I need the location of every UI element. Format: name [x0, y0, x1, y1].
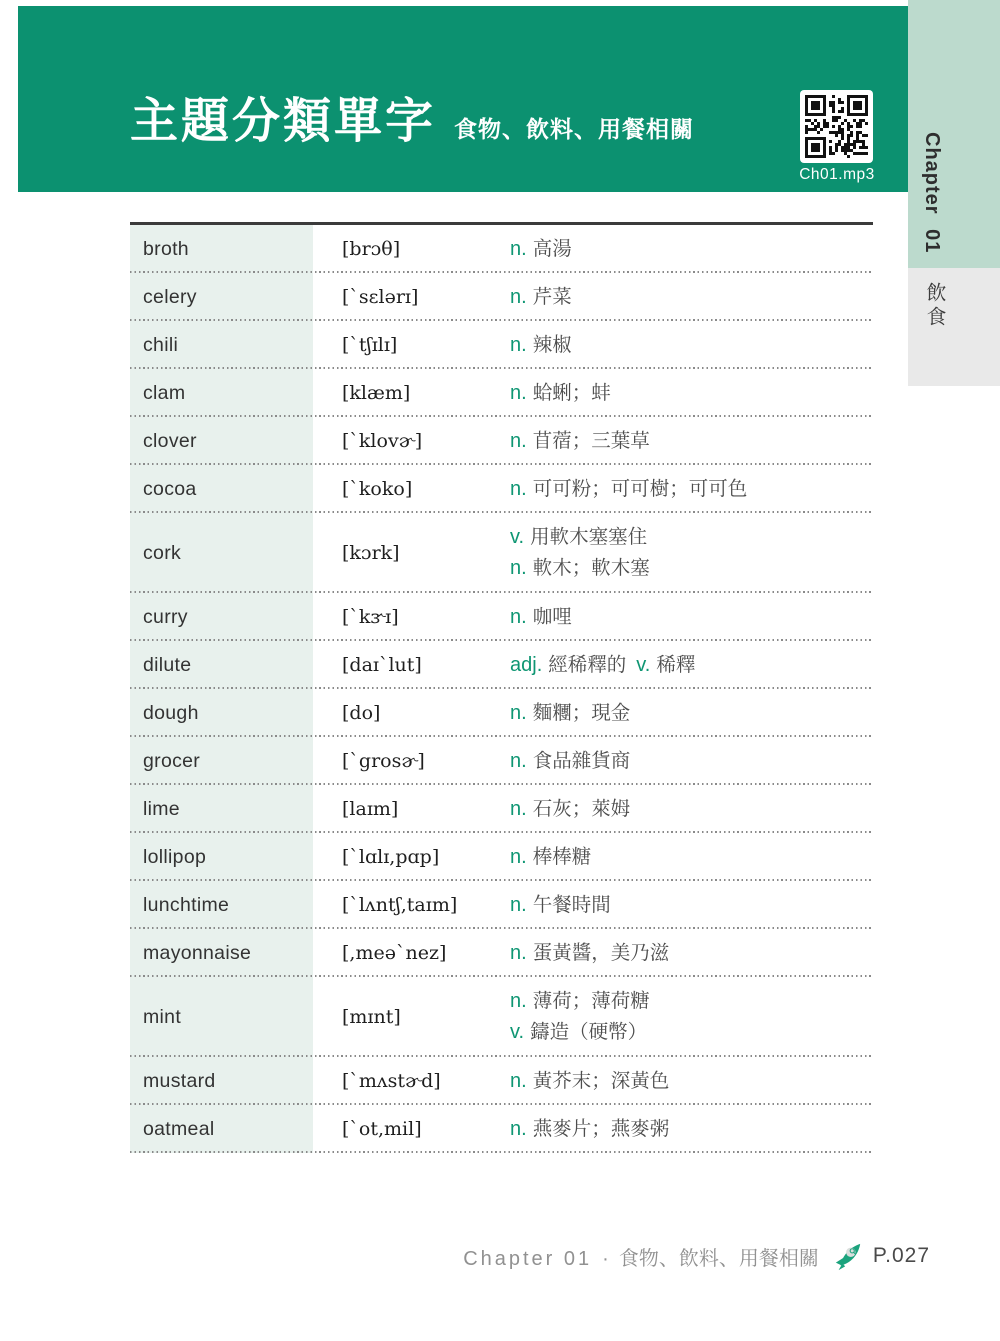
pos-label: n. [510, 749, 527, 772]
meaning-cell [510, 470, 873, 509]
vocab-row [130, 929, 873, 977]
phonetic-cell: [,meə`nez] [342, 942, 447, 964]
meaning-text: 午餐時間 [532, 893, 611, 916]
phonetic-cell: [laɪm] [342, 798, 399, 820]
pos-label: n. [510, 381, 527, 404]
meaning-cell [510, 838, 873, 877]
vocab-row [130, 833, 873, 881]
pos-label: n. [510, 1069, 527, 1092]
footer [130, 1236, 930, 1276]
pos-label: n. [510, 429, 527, 452]
meaning-cell [510, 1062, 873, 1101]
vocab-row [130, 465, 873, 513]
meaning-text: 可可粉；可可樹；可可色 [532, 477, 748, 500]
sense [510, 332, 572, 359]
word-cell: celery [130, 273, 313, 321]
meaning-text: 咖哩 [532, 605, 572, 628]
sense [510, 844, 591, 871]
word-cell: mustard [130, 1057, 313, 1105]
meaning-text: 高湯 [532, 237, 572, 260]
vocab-row [130, 417, 873, 465]
vocab-row [130, 737, 873, 785]
vocab-row [130, 1105, 873, 1153]
word-cell: cocoa [130, 465, 313, 513]
vocab-row [130, 513, 873, 593]
vocab-row [130, 321, 873, 369]
vocab-row [130, 689, 873, 737]
sense [510, 988, 873, 1015]
phonetic-cell: [brɔθ] [342, 238, 401, 260]
footer-section-label: 食物、飲料、用餐相關 [618, 1247, 819, 1270]
meaning-text: 棒棒糖 [532, 845, 592, 868]
word-cell: lollipop [130, 833, 313, 881]
sense [510, 555, 873, 582]
pos-label: v. [510, 1021, 525, 1043]
meaning-cell [510, 934, 873, 973]
pos-label: n. [510, 237, 527, 260]
pos-label: n. [510, 1117, 527, 1140]
sense [510, 700, 630, 727]
meaning-text: 燕麥片；燕麥粥 [532, 1117, 670, 1140]
meaning-text: 用軟木塞塞住 [530, 526, 648, 548]
sense [510, 524, 873, 551]
sense [510, 1116, 669, 1143]
header-banner [18, 6, 908, 192]
pos-label: n. [510, 477, 527, 500]
phonetic-cell: [`ot,mil] [342, 1118, 422, 1140]
meaning-text: 軟木；軟木塞 [532, 557, 650, 579]
phonetic-cell: [kɔrk] [342, 542, 400, 564]
word-cell: dough [130, 689, 313, 737]
sense [636, 652, 695, 679]
word-cell: clover [130, 417, 313, 465]
qr-audio-label: Ch01.mp3 [799, 166, 875, 183]
vocab-row [130, 785, 873, 833]
sidebar-category-tab [908, 268, 1000, 386]
sense [510, 892, 611, 919]
page-subtitle: 食物、飲料、用餐相關 [454, 116, 695, 142]
phonetic-cell: [`grosɚ] [342, 750, 425, 772]
meaning-text: 鑄造（硬幣） [530, 1021, 648, 1043]
header-title-row [130, 95, 695, 148]
meaning-text: 稀釋 [656, 653, 696, 676]
pos-label: v. [510, 526, 525, 548]
sense [510, 1068, 669, 1095]
vocab-table [130, 222, 873, 1153]
vocab-row [130, 369, 873, 417]
meaning-cell [510, 886, 873, 925]
word-cell: chili [130, 321, 313, 369]
sidebar-category-label: 飲食 [923, 282, 945, 330]
vocab-row [130, 977, 873, 1057]
meaning-text: 經稀釋的 [548, 653, 627, 676]
sense [510, 652, 626, 679]
phonetic-cell: [daɪ`lut] [342, 654, 422, 676]
phonetic-cell: [mɪnt] [342, 1006, 401, 1028]
sense [510, 1019, 873, 1046]
meaning-cell [510, 326, 873, 365]
sidebar-chapter-tab [908, 0, 1000, 268]
vocab-row [130, 641, 873, 689]
vocab-row [130, 881, 873, 929]
meaning-cell [510, 598, 873, 637]
meaning-text: 蛋黃醬，美乃滋 [532, 941, 670, 964]
word-cell: grocer [130, 737, 313, 785]
phonetic-cell: [`koko] [342, 478, 413, 500]
pos-label: n. [510, 605, 527, 628]
word-cell: clam [130, 369, 313, 417]
sense [510, 796, 630, 823]
vocab-row [130, 1057, 873, 1105]
word-cell: curry [130, 593, 313, 641]
meaning-cell [510, 374, 873, 413]
sense [510, 236, 572, 263]
meaning-cell [510, 230, 873, 269]
phonetic-cell: [`tʃɪlɪ] [342, 334, 398, 356]
sense [510, 380, 611, 407]
pos-label: adj. [510, 653, 543, 676]
pos-label: v. [636, 653, 651, 676]
footer-separator: · [602, 1247, 609, 1270]
meaning-text: 石灰；萊姆 [532, 797, 631, 820]
meaning-cell [510, 422, 873, 461]
meaning-text: 蛤蜊；蚌 [532, 381, 611, 404]
phonetic-cell: [`mʌstɚd] [342, 1070, 441, 1092]
pos-label: n. [510, 333, 527, 356]
pos-label: n. [510, 557, 527, 579]
phonetic-cell: [klæm] [342, 382, 411, 404]
word-cell: lime [130, 785, 313, 833]
pos-label: n. [510, 797, 527, 820]
vocab-row [130, 593, 873, 641]
phonetic-cell: [`sɛlərɪ] [342, 286, 419, 308]
word-cell: dilute [130, 641, 313, 689]
meaning-cell [510, 742, 873, 781]
meaning-text: 食品雜貨商 [532, 749, 631, 772]
word-cell: cork [130, 513, 313, 593]
meaning-cell [510, 1110, 873, 1149]
meaning-cell [510, 982, 873, 1052]
rocket-logo-icon [833, 1241, 863, 1271]
word-cell: oatmeal [130, 1105, 313, 1153]
vocab-row [130, 273, 873, 321]
page-number: P.027 [872, 1244, 930, 1267]
sense [510, 604, 572, 631]
sense [510, 284, 572, 311]
sense [510, 748, 630, 775]
qr-code [800, 90, 873, 163]
footer-chapter-label: Chapter 01 [463, 1247, 593, 1270]
qr-code-image [805, 95, 868, 158]
word-cell: lunchtime [130, 881, 313, 929]
word-cell: broth [130, 225, 313, 273]
phonetic-cell: [do] [342, 702, 381, 724]
sense [510, 476, 747, 503]
sense [510, 428, 650, 455]
pos-label: n. [510, 701, 527, 724]
meaning-text: 芹菜 [532, 285, 572, 308]
sense [510, 940, 669, 967]
meaning-cell [510, 646, 873, 685]
phonetic-cell: [`kɝɪ] [342, 606, 399, 628]
vocab-row [130, 225, 873, 273]
pos-label: n. [510, 285, 527, 308]
pos-label: n. [510, 990, 527, 1012]
phonetic-cell: [`lʌntʃ,taɪm] [342, 894, 458, 916]
phonetic-cell: [`lɑlɪ,pɑp] [342, 846, 440, 868]
sidebar-chapter-label: Chapter 01 [921, 132, 943, 254]
word-cell: mayonnaise [130, 929, 313, 977]
pos-label: n. [510, 941, 527, 964]
footer-breadcrumb [463, 1242, 819, 1271]
pos-label: n. [510, 893, 527, 916]
meaning-cell [510, 278, 873, 317]
meaning-text: 辣椒 [532, 333, 572, 356]
pos-label: n. [510, 845, 527, 868]
meaning-cell [510, 518, 873, 588]
meaning-text: 薄荷；薄荷糖 [532, 990, 650, 1012]
meaning-cell [510, 694, 873, 733]
word-cell: mint [130, 977, 313, 1057]
meaning-text: 苜蓿；三葉草 [532, 429, 650, 452]
meaning-text: 麵糰；現金 [532, 701, 631, 724]
meaning-cell [510, 790, 873, 829]
page-title: 主題分類單字 [130, 95, 437, 148]
phonetic-cell: [`klovɚ] [342, 430, 423, 452]
meaning-text: 黃芥末；深黃色 [532, 1069, 670, 1092]
